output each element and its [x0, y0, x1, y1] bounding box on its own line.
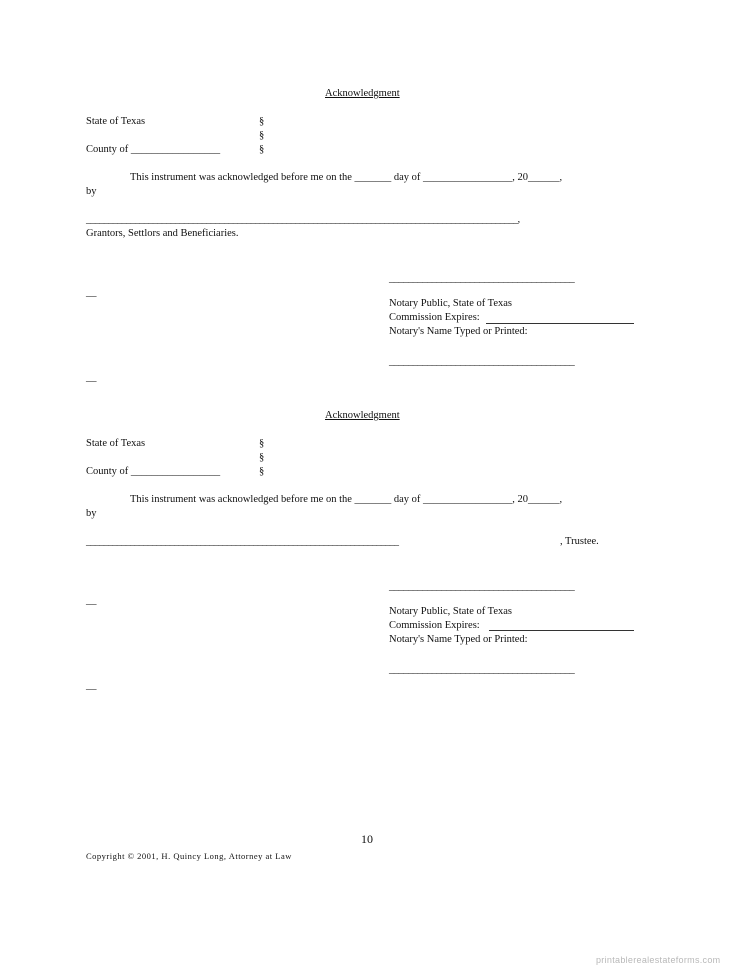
dash-mark-1b: __	[86, 372, 97, 383]
acknowledgment-sentence-1: This instrument was acknowledged before me on the _______ day of _________________, 20______,	[130, 172, 563, 183]
copyright-notice: Copyright © 2001, H. Quincy Long, Attorney at Law	[86, 851, 292, 861]
commission-expires-line-2	[489, 630, 634, 631]
trustee-label-2: , Trustee.	[560, 536, 599, 547]
state-label-1: State of Texas	[86, 116, 146, 127]
notary-name-label-1: Notary's Name Typed or Printed:	[389, 326, 528, 337]
commission-expires-label-2: Commission Expires:	[389, 620, 480, 631]
name-line-2: _______________________________________________________________________	[86, 536, 399, 547]
section-symbol-2c: §	[259, 466, 265, 477]
section-symbol-1a: §	[259, 116, 265, 127]
notary-public-label-1: Notary Public, State of Texas	[389, 298, 513, 309]
section-symbol-1b: §	[259, 130, 265, 141]
state-label-2: State of Texas	[86, 438, 146, 449]
signature-line-1b: _______________________________________	[389, 356, 575, 367]
section-symbol-2b: §	[259, 452, 265, 463]
notary-public-label-2: Notary Public, State of Texas	[389, 606, 513, 617]
commission-expires-label-1: Commission Expires:	[389, 312, 480, 323]
parties-label-1: Grantors, Settlors and Beneficiaries.	[86, 228, 239, 239]
dash-mark-2b: __	[86, 680, 97, 691]
page-number: 10	[361, 832, 373, 846]
acknowledgment-sentence-2: This instrument was acknowledged before me on the _______ day of _________________, 20______,	[130, 494, 563, 505]
signature-line-2b: _______________________________________	[389, 664, 575, 675]
acknowledgment-title-1: Acknowledgment	[325, 88, 400, 99]
by-label-2: by	[86, 508, 97, 519]
section-symbol-1c: §	[259, 144, 265, 155]
notary-name-label-2: Notary's Name Typed or Printed:	[389, 634, 528, 645]
dash-mark-1a: __	[86, 287, 97, 298]
name-line-1: _________________________________________________________________________________________________,	[86, 214, 520, 225]
dash-mark-2a: __	[86, 595, 97, 606]
commission-expires-line-1	[486, 323, 634, 324]
section-symbol-2a: §	[259, 438, 265, 449]
by-label-1: by	[86, 186, 97, 197]
watermark-text: printablerealestateforms.com	[596, 955, 721, 965]
acknowledgment-title-2: Acknowledgment	[325, 410, 400, 421]
county-label-1: County of _________________	[86, 144, 221, 155]
county-label-2: County of _________________	[86, 466, 221, 477]
signature-line-1: _______________________________________	[389, 273, 575, 284]
signature-line-2: _______________________________________	[389, 581, 575, 592]
